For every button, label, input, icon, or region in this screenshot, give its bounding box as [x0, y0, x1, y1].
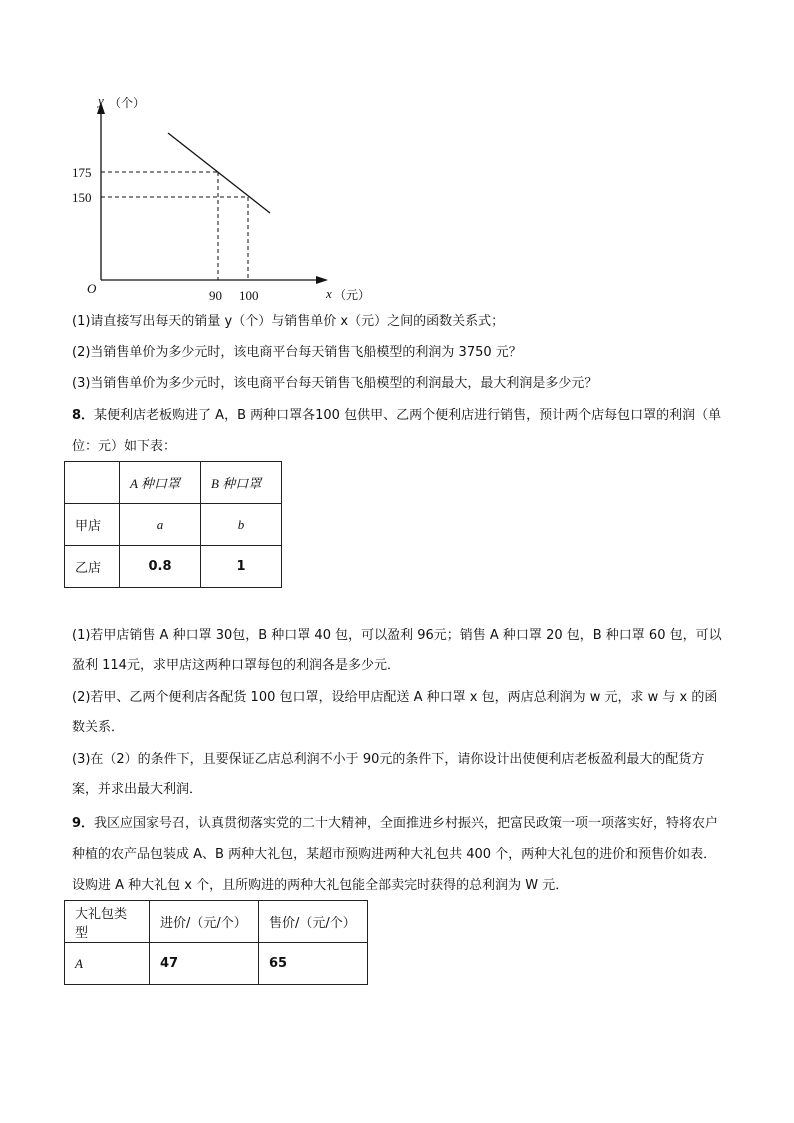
- q9-number: 9．: [72, 816, 95, 831]
- table-header-row: [65, 901, 368, 943]
- table-cell: 65: [259, 943, 368, 985]
- q7-part3: (3)当销售单价为多少元时，该电商平台每天销售飞船模型的利润最大，最大利润是多少元？: [72, 376, 598, 391]
- table-cell: 1: [201, 546, 282, 588]
- y-axis-unit: （个）: [109, 96, 146, 110]
- table-cell: a: [120, 504, 201, 546]
- table-cell: [201, 462, 282, 504]
- x-axis-unit: （元）: [334, 288, 371, 302]
- x-tick-100: 100: [239, 288, 259, 303]
- q7-part2: (2)当销售单价为多少元时，该电商平台每天销售飞船模型的利润为 3750 元？: [72, 345, 522, 360]
- table-cell: [120, 462, 201, 504]
- q7-part1: (1)请直接写出每天的销量 y（个）与销售单价 x（元）之间的函数关系式；: [72, 314, 505, 329]
- table-cell: 47: [150, 943, 259, 985]
- table-header-row: [65, 462, 282, 504]
- table-row: [65, 546, 282, 588]
- q9-intro: [72, 808, 722, 901]
- table-cell: b: [201, 504, 282, 546]
- table-row: [65, 504, 282, 546]
- q9-intro-text: 我区应国家号召，认真贯彻落实党的二十大精神，全面推进乡村振兴，把富民政策一项一项落实好，特将农户种植的农产品包装成 A、B 两种大礼包，某超市预购进两种大礼包共 400 个，两种大礼包的进价和预售价如表．设购进 A 种大礼包 x 个，且所购进的两种大礼包能全部卖完时获得的总利润为 W 元．: [72, 816, 719, 893]
- function-line: [168, 133, 270, 213]
- table-cell: 大礼包类型: [65, 901, 150, 943]
- table-cell: 甲店: [65, 504, 120, 546]
- table-cell: A: [65, 943, 150, 985]
- q8-part2: (2)若甲、乙两个便利店各配货 100 包口罩，设给甲店配送 A 种口罩 x 包，两店总利润为 w 元，求 w 与 x 的函数关系．: [72, 690, 718, 735]
- table-cell: 售价/（元/个）: [259, 901, 368, 943]
- q8-number: 8．: [72, 408, 95, 423]
- q8-profit-table: [64, 461, 282, 588]
- table-row: [65, 943, 368, 985]
- y-tick-175: 175: [72, 165, 92, 180]
- table-cell: 0.8: [120, 546, 201, 588]
- table-cell: 乙店: [65, 546, 120, 588]
- origin-label: O: [87, 281, 97, 296]
- x-axis-label: x: [326, 286, 332, 301]
- q9-price-table: [64, 900, 368, 985]
- table-cell: 进价/（元/个）: [150, 901, 259, 943]
- q8-intro: [72, 400, 722, 462]
- table-cell: [65, 462, 120, 504]
- table-cell-text: B 种口罩: [211, 476, 262, 491]
- q8-intro-text: 某便利店老板购进了 A，B 两种口罩各100 包供甲、乙两个便利店进行销售，预计两个店每包口罩的利润（单位：元）如下表：: [72, 408, 722, 454]
- x-tick-90: 90: [209, 288, 222, 303]
- q8-part3: (3)在（2）的条件下，且要保证乙店总利润不小于 90元的条件下，请你设计出使便利店老板盈利最大的配货方案，并求出最大利润．: [72, 752, 705, 797]
- y-axis-label: y: [98, 93, 104, 108]
- table-cell-text: A 种口罩: [130, 476, 180, 491]
- y-tick-150: 150: [72, 190, 92, 205]
- q8-part1: (1)若甲店销售 A 种口罩 30包，B 种口罩 40 包，可以盈利 96元；销售 A 种口罩 20 包，B 种口罩 60 包，可以盈利 114元，求甲店这两种口罩每包的利润各是多少元．: [72, 628, 722, 673]
- x-axis-arrow: [316, 276, 328, 284]
- sales-graph: [70, 88, 380, 310]
